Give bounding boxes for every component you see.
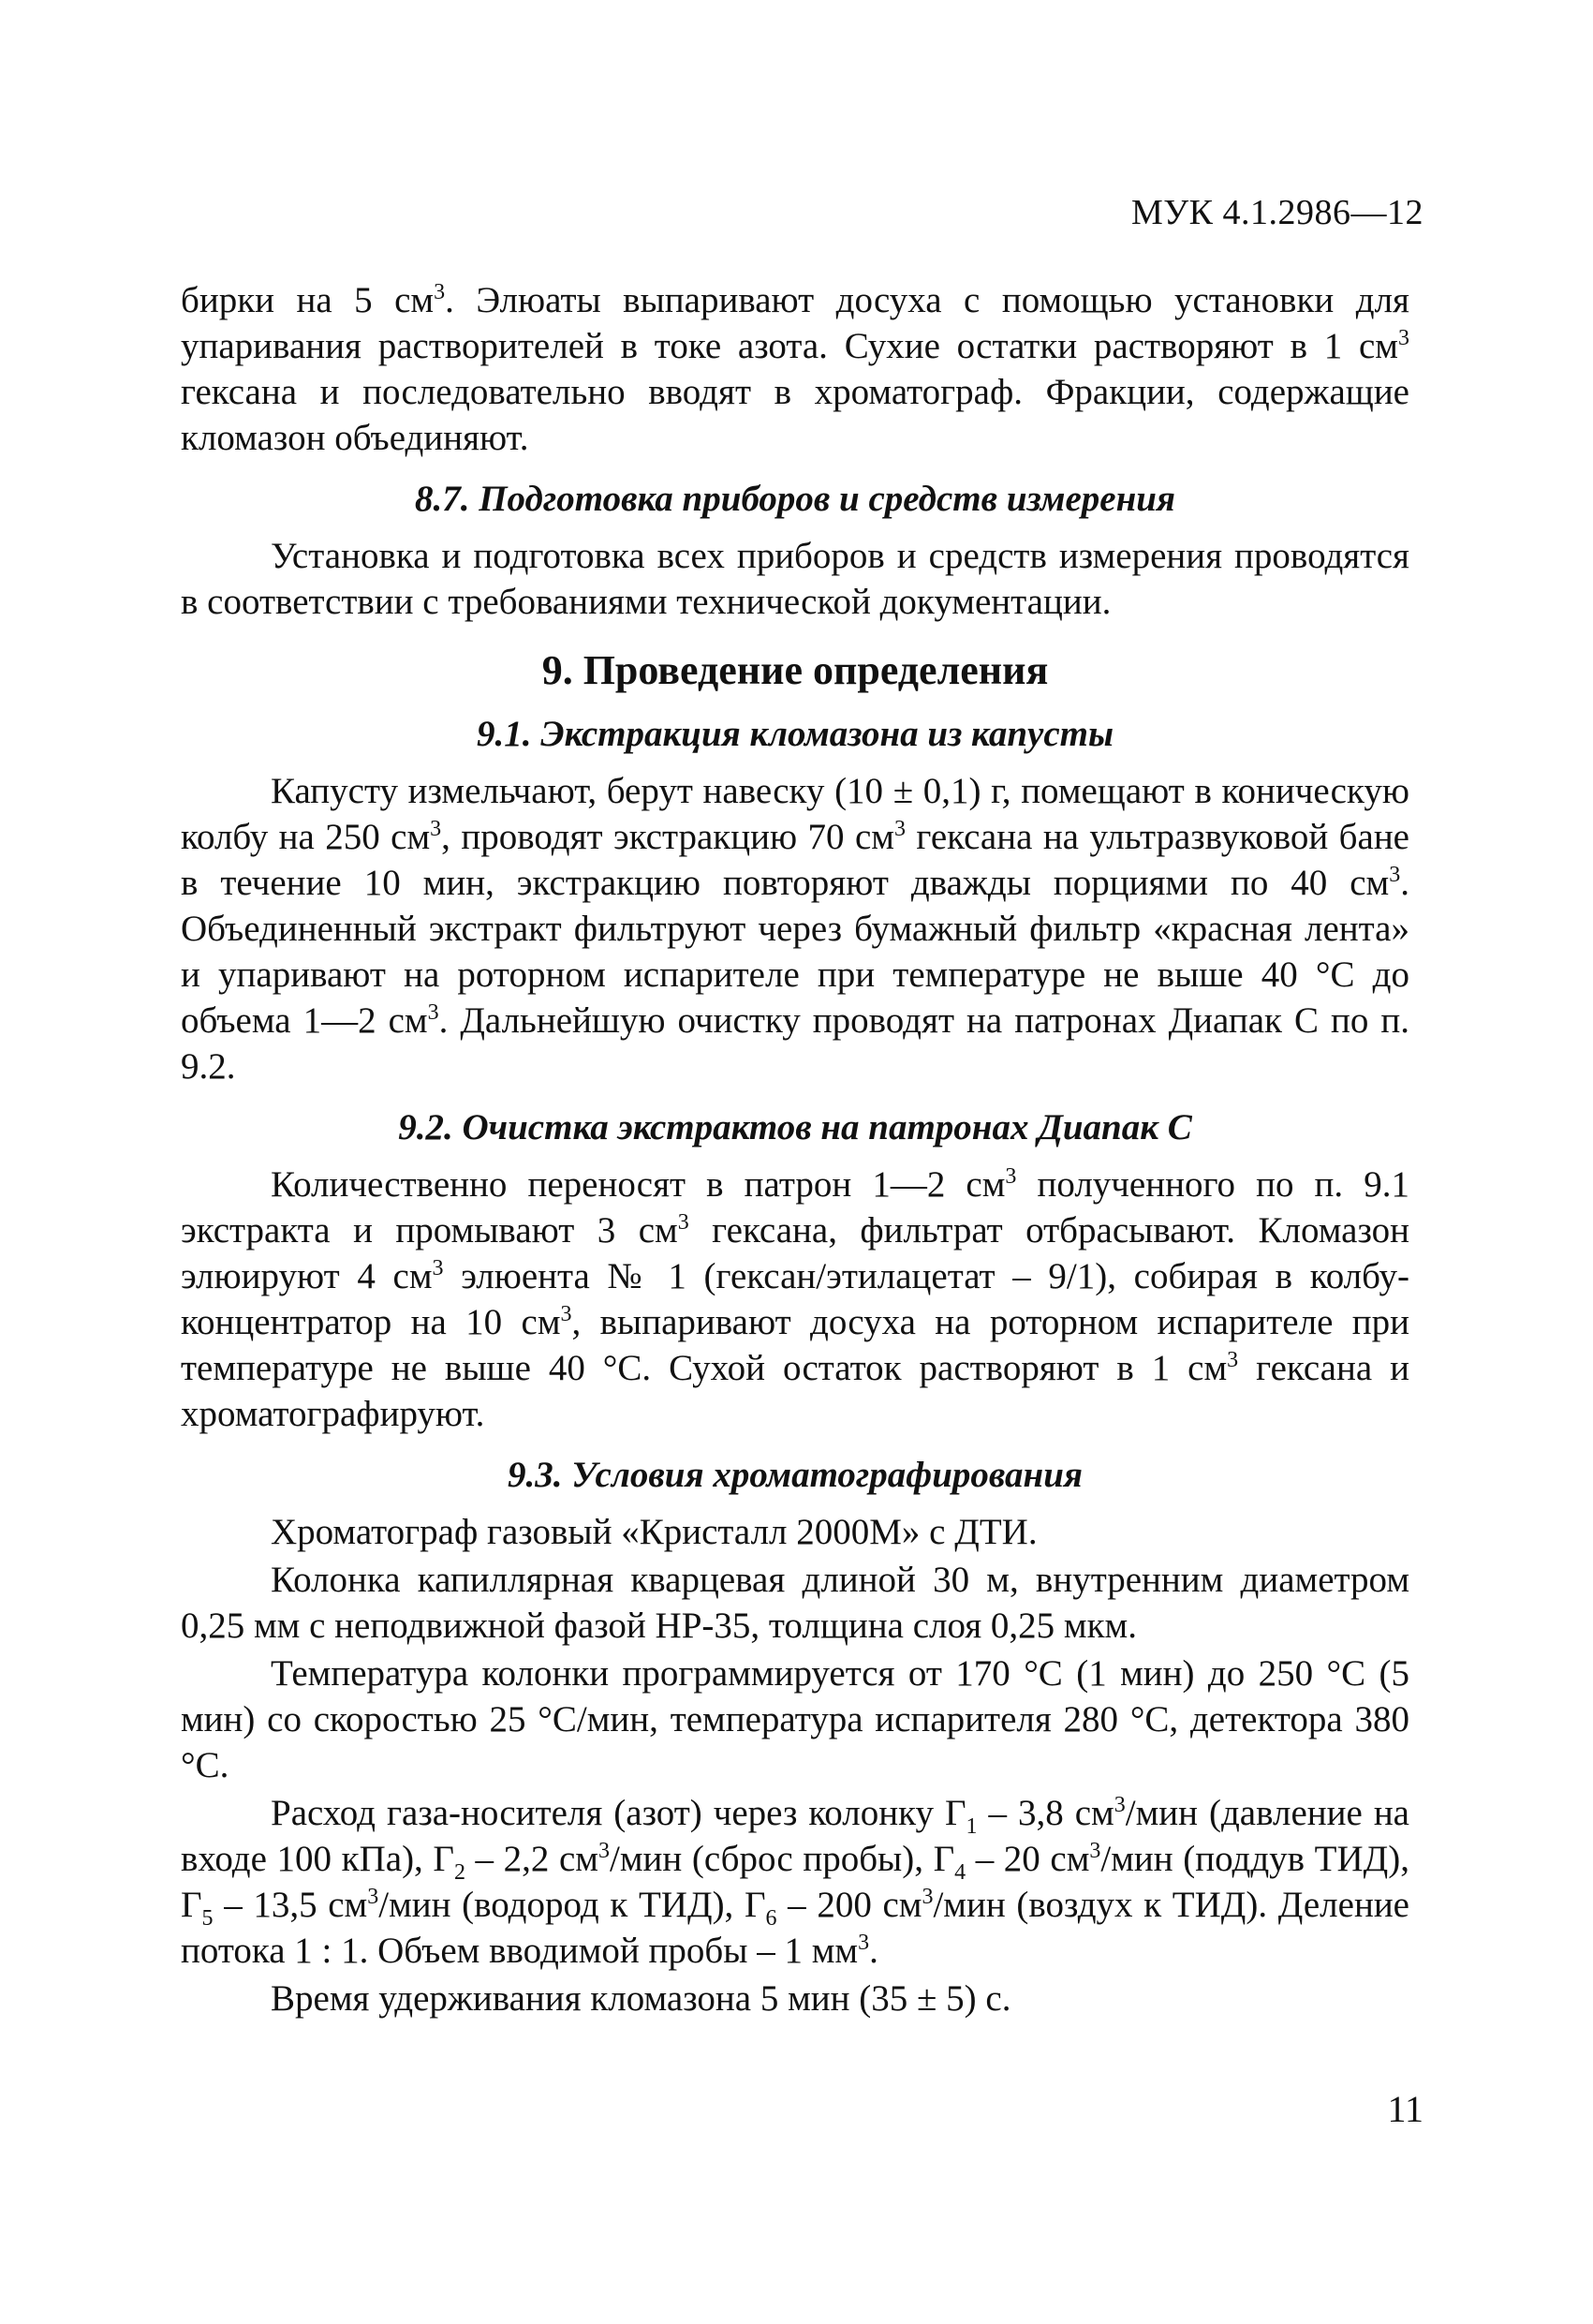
paragraph-9-1: [181, 768, 1409, 1089]
text-run: , выпаривают досуха на роторном испарителе при температуре не выше 40 °С. Сухой остаток растворяют в 1 см: [181, 1302, 1409, 1388]
subscript: 6: [765, 1905, 777, 1931]
paragraph-9-3-chromatograph: Хроматограф газовый «Кристалл 2000М» с ДТИ.: [271, 1512, 1038, 1552]
subsection-heading-9-1: 9.1. Экстракция кломазона из капусты: [476, 714, 1114, 754]
text-run: Капусту измельчают, берут навеску (10 ± 0,1) г, помещают в коническую колбу на 250 см: [181, 771, 1409, 857]
paragraph-9-3-gas-flow: [181, 1790, 1409, 1974]
text-run: полученного по п. 9.1 экстракта и промывают 3 см: [181, 1164, 1409, 1251]
text-run: гексана и хроматографируют.: [181, 1348, 1409, 1434]
paragraph-9-3-temperature: Температура колонки программируется от 170 °С (1 мин) до 250 °С (5 мин) со скоростью 25 °С/мин, температура испарителя 280 °С, детектора 380 °С.: [181, 1653, 1409, 1785]
superscript: 3: [1389, 863, 1401, 887]
paragraph-9-3-retention-time: Время удерживания кломазона 5 мин (35 ± 5) с.: [271, 1978, 1011, 2019]
subscript: 1: [966, 1813, 978, 1839]
text-run: – 20 см: [966, 1839, 1090, 1879]
paragraph-8-7: Установка и подготовка всех приборов и средств измерения проводятся в соответствии с требованиями технической документации.: [181, 536, 1409, 622]
text-run: . Объединенный экстракт фильтруют через бумажный фильтр «красная лента» и упаривают на роторном испарителе при температуре не выше 40 °С до объема 1—2 см: [181, 863, 1409, 1041]
paragraph-8-6-continuation: [181, 277, 1409, 461]
superscript: 3: [597, 1839, 610, 1863]
superscript: 3: [432, 1256, 444, 1280]
superscript: 3: [1227, 1348, 1239, 1372]
superscript: 3: [560, 1302, 572, 1326]
subscript: 4: [954, 1859, 966, 1885]
subsection-heading-9-3: 9.3. Условия хроматографирования: [508, 1455, 1083, 1495]
superscript: 3: [1005, 1164, 1017, 1189]
text-run: гексана и последовательно вводят в хроматограф. Фракции, содержащие кломазон объединяют.: [181, 372, 1409, 458]
superscript: 3: [1398, 326, 1409, 350]
body-text: [181, 277, 1409, 2021]
superscript: 3: [367, 1885, 379, 1909]
running-header: МУК 4.1.2986—12: [1130, 193, 1423, 232]
superscript: 3: [430, 817, 442, 841]
text-run: /мин (водород к ТИД), Г: [378, 1885, 766, 1925]
text-run: гексана, фильтрат отбрасывают. Кломазон элюируют 4 см: [181, 1210, 1409, 1296]
text-run: гексана на ультразвуковой бане в течение 10 мин, экстракцию повторяют дважды порциями по 40 см: [181, 817, 1409, 903]
text-run: – 200 см: [776, 1885, 922, 1925]
text-run: /мин (воздух к ТИД). Деление потока 1 : 1. Объем вводимой пробы – 1 мм: [181, 1885, 1409, 1971]
text-run: /мин (давление на входе 100 кПа), Г: [181, 1793, 1409, 1879]
superscript: 3: [922, 1885, 934, 1909]
superscript: 3: [858, 1931, 870, 1955]
superscript: 3: [1114, 1793, 1126, 1817]
superscript: 3: [434, 280, 446, 304]
section-heading-9: 9. Проведение определения: [541, 647, 1049, 693]
subsection-heading-8-7: 8.7. Подготовка приборов и средств измерения: [414, 479, 1176, 519]
text-run: – 13,5 см: [213, 1885, 368, 1925]
text-run: – 3,8 см: [977, 1793, 1114, 1833]
text-run: /мин (поддув ТИД), Г: [181, 1839, 1410, 1925]
text-run: . Дальнейшую очистку проводят на патронах Диапак С по п. 9.2.: [181, 1000, 1409, 1087]
superscript: 3: [1089, 1839, 1101, 1863]
text-run: Расход газа-носителя (азот) через колонку Г: [271, 1793, 966, 1833]
page-number: 11: [1387, 2088, 1423, 2130]
text-run: бирки на 5 см: [181, 280, 435, 320]
subsection-heading-9-2: 9.2. Очистка экстрактов на патронах Диапак С: [398, 1107, 1192, 1147]
superscript: 3: [427, 1000, 439, 1025]
paragraph-9-2: [181, 1162, 1409, 1437]
superscript: 3: [677, 1210, 689, 1235]
text-run: , проводят экстракцию 70 см: [441, 817, 894, 857]
subscript: 5: [201, 1905, 214, 1931]
text-run: /мин (сброс пробы), Г: [609, 1839, 955, 1879]
text-run: элюента № 1 (гексан/этилацетат – 9/1), собирая в колбу-концентратор на 10 см: [181, 1256, 1409, 1342]
text-run: . Элюаты выпаривают досуха с помощью установки для упаривания растворителей в токе азота. Сухие остатки растворяют в 1 см: [181, 280, 1409, 366]
text-run: – 2,2 см: [465, 1839, 598, 1879]
paragraph-9-3-column: Колонка капиллярная кварцевая длиной 30 м, внутренним диаметром 0,25 мм с неподвижной фазой НР-35, толщина слоя 0,25 мкм.: [181, 1560, 1409, 1646]
text-run: .: [869, 1931, 878, 1971]
subscript: 2: [453, 1859, 465, 1885]
text-run: Количественно переносят в патрон 1—2 см: [271, 1164, 1006, 1205]
superscript: 3: [893, 817, 906, 841]
